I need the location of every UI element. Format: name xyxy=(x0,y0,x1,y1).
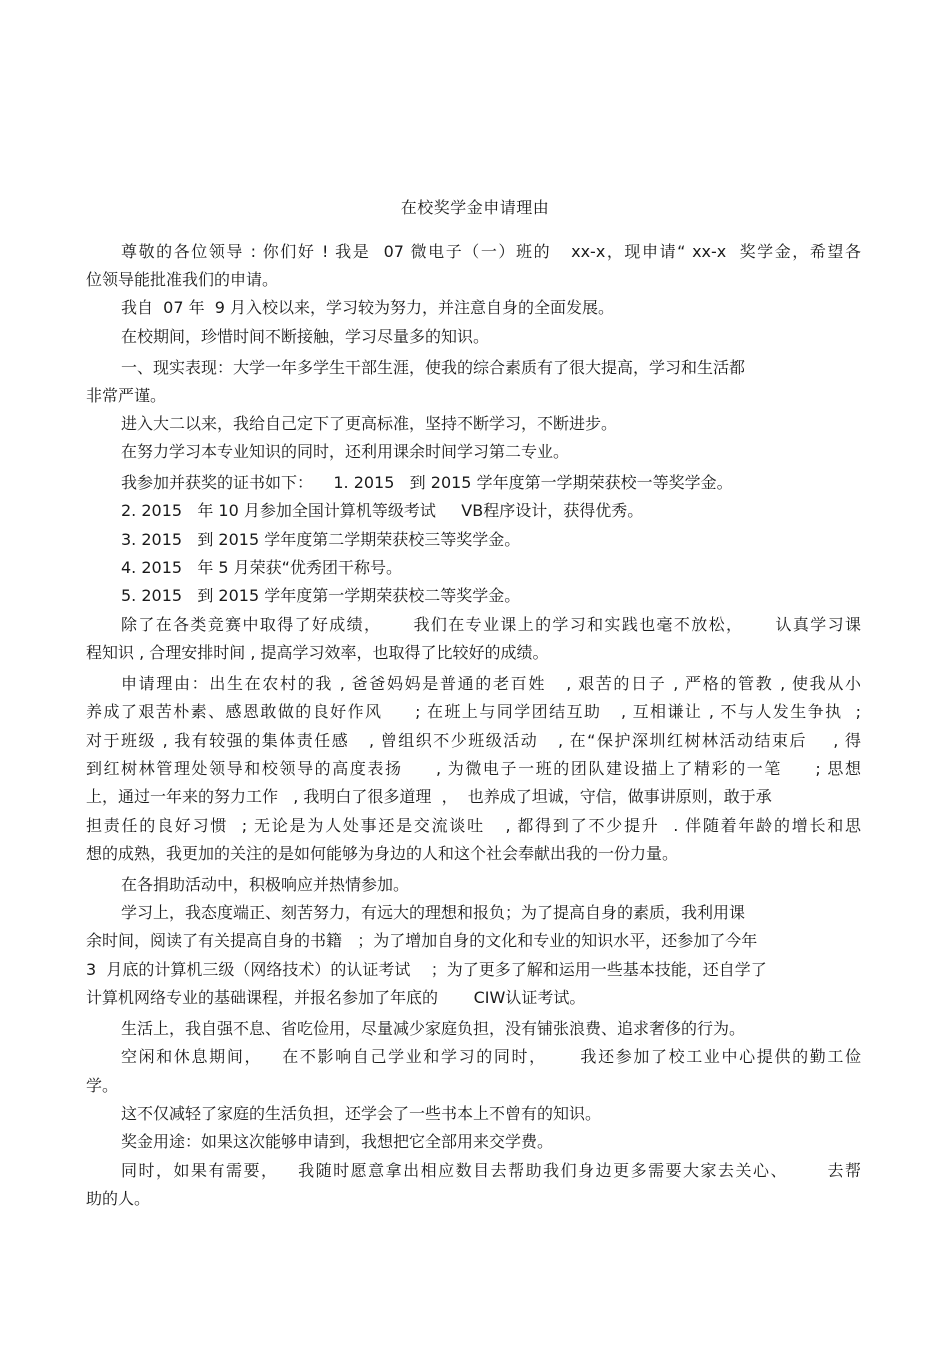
text-line: 同时，如果有需要， 我随时愿意拿出相应数目去帮助我们身边更多需要大家去关心、 去帮 xyxy=(121,1161,861,1180)
text-line: 4. 2015 年 5 月荣获“优秀团干称号。 xyxy=(121,558,402,577)
text-line: 想的成熟，我更加的关注的是如何能够为身边的人和这个社会奉献出我的一份力量。 xyxy=(86,844,679,863)
text-line: 计算机网络专业的基础课程，并报名参加了年底的 CIW认证考试。 xyxy=(86,988,586,1007)
text-line: 非常严谨。 xyxy=(86,386,167,405)
text-line: 3. 2015 到 2015 学年度第二学期荣获校三等奖学金。 xyxy=(121,530,521,549)
text-line: 申请理由：出生在农村的我 , 爸爸妈妈是普通的老百姓 , 艰苦的日子 , 严格的管教 , 使我从小 xyxy=(121,674,861,693)
text-line: 余时间，阅读了有关提高自身的书籍 ；为了增加自身的文化和专业的知识水平，还参加了今年 xyxy=(86,931,758,950)
text-line: 对于班级 , 我有较强的集体责任感 , 曾组织不少班级活动 , 在“保护深圳红树林活动结束后 , 得 xyxy=(86,731,861,750)
text-line: 我自 07 年 9 月入校以来，学习较为努力，并注意自身的全面发展。 xyxy=(121,298,615,317)
text-line: 2. 2015 年 10 月参加全国计算机等级考试 VB程序设计，获得优秀。 xyxy=(121,501,644,520)
text-line: 在校期间，珍惜时间不断接触，学习尽量多的知识。 xyxy=(121,327,490,346)
text-line: 5. 2015 到 2015 学年度第一学期荣获校二等奖学金。 xyxy=(121,586,521,605)
text-line: 在各捐助活动中，积极响应并热情参加。 xyxy=(121,875,410,894)
text-line: 除了在各类竞赛中取得了好成绩， 我们在专业课上的学习和实践也毫不放松， 认真学习课 xyxy=(121,615,861,634)
text-line: 上，通过一年来的努力工作 , 我明白了很多道理 ， 也养成了坦诚，守信，做事讲原则，敢于承 xyxy=(86,787,772,806)
text-line: 我参加并获奖的证书如下： 1. 2015 到 2015 学年度第一学期荣获校一等奖学金。 xyxy=(121,473,733,492)
text-line: 这不仅减轻了家庭的生活负担，还学会了一些书本上不曾有的知识。 xyxy=(121,1104,602,1123)
text-line: 程知识 , 合理安排时间 , 提高学习效率，也取得了比较好的成绩。 xyxy=(86,643,549,662)
text-line: 学习上，我态度端正、刻苦努力，有远大的理想和报负；为了提高自身的素质，我利用课 xyxy=(121,903,746,922)
text-line: 学。 xyxy=(86,1076,119,1095)
text-line: 奖金用途：如果这次能够申请到，我想把它全部用来交学费。 xyxy=(121,1132,554,1151)
document-title: 在校奖学金申请理由 xyxy=(400,198,550,217)
text-line: 位领导能批准我们的申请。 xyxy=(86,270,279,289)
text-line: 一、现实表现：大学一年多学生干部生涯，使我的综合素质有了很大提高，学习和生活都 xyxy=(121,358,746,377)
text-line: 在努力学习本专业知识的同时，还利用课余时间学习第二专业。 xyxy=(121,442,570,461)
text-line: 进入大二以来，我给自己定下了更高标准，坚持不断学习，不断进步。 xyxy=(121,414,618,433)
text-line: 到红树林管理处领导和校领导的高度表扬 , 为微电子一班的团队建设描上了精彩的一笔 ; 思想 xyxy=(86,759,861,778)
text-line: 担责任的良好习惯 ; 无论是为人处事还是交流谈吐 , 都得到了不少提升 . 伴随着年龄的增长和思 xyxy=(86,816,861,835)
text-line: 3 月底的计算机三级（网络技术）的认证考试 ；为了更多了解和运用一些基本技能，还自学了 xyxy=(86,960,767,979)
text-line: 生活上，我自强不息、省吃俭用，尽量减少家庭负担，没有铺张浪费、追求奢侈的行为。 xyxy=(121,1019,746,1038)
text-line: 空闲和休息期间， 在不影响自己学业和学习的同时， 我还参加了校工业中心提供的勤工俭 xyxy=(121,1047,861,1066)
text-line: 助的人。 xyxy=(86,1189,151,1208)
text-line: 养成了艰苦朴素、感恩敢做的良好作风 ; 在班上与同学团结互助 , 互相谦让 , 不与人发生争执 ; xyxy=(86,702,861,721)
text-line: 尊敬的各位领导 : 你们好 ! 我是 07 微电子（一）班的 xx-x，现申请“ xx-x 奖学金，希望各 xyxy=(121,242,861,261)
